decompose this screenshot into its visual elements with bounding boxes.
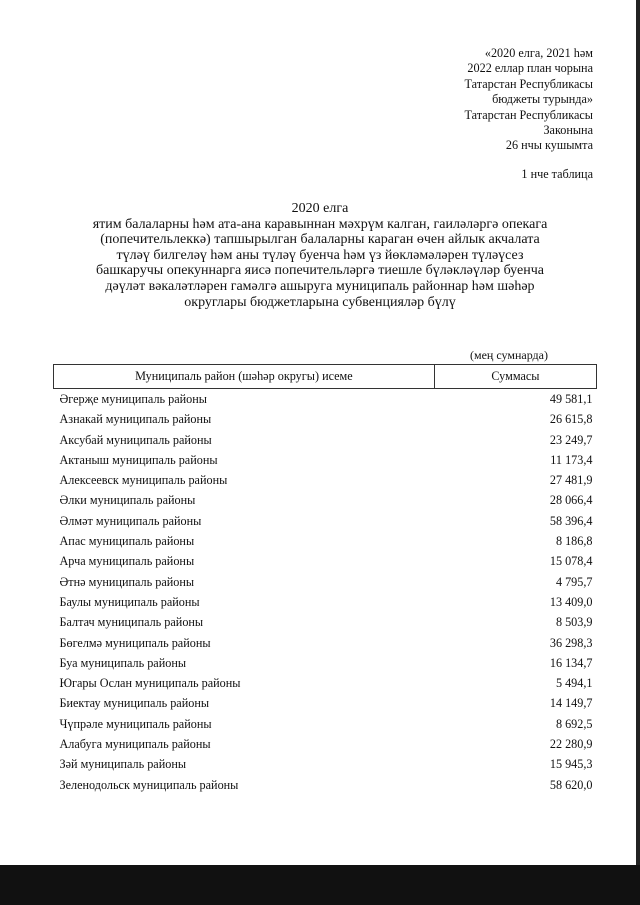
table-row <box>54 551 597 571</box>
table-row <box>54 673 597 693</box>
title-line: түләү билгеләү һәм аны түләү буенча һәм үз йөкләмәләрен түләүсез <box>116 247 524 263</box>
district-sum: 14 149,7 <box>549 696 593 711</box>
district-name: Апас муниципаль районы <box>59 534 195 549</box>
district-sum: 4 795,7 <box>555 574 593 589</box>
table-row <box>54 714 597 734</box>
district-name: Балтач муниципаль районы <box>59 615 204 630</box>
table-row <box>54 633 597 653</box>
header-line: бюджеты турында» <box>492 92 593 107</box>
header-line: 26 нчы кушымта <box>505 138 593 153</box>
table-row <box>54 450 597 470</box>
table-row <box>54 531 597 551</box>
table-row <box>54 490 597 510</box>
district-sum: 58 396,4 <box>549 513 593 528</box>
district-sum: 36 298,3 <box>549 635 593 650</box>
district-sum: 15 945,3 <box>549 757 593 772</box>
scan-right-edge <box>636 0 640 905</box>
district-sum: 16 134,7 <box>549 655 593 670</box>
table-row <box>54 511 597 531</box>
table-row <box>54 754 597 774</box>
district-name: Алабуга муниципаль районы <box>59 737 211 752</box>
header-line: Татарстан Республикасы <box>464 76 593 91</box>
table-row <box>54 775 597 795</box>
district-name: Әгерҗе муниципаль районы <box>59 392 207 406</box>
title-line: ятим балаларны һәм ата-ана каравыннан мәхрүм калган, гаиләләргә опекага <box>92 216 548 232</box>
law-reference-header <box>333 46 593 154</box>
table-row <box>54 592 597 612</box>
table-row <box>54 653 597 673</box>
title-line: округлары бюджетларына субвенцияләр бүлү <box>184 294 456 310</box>
district-name: Буа муниципаль районы <box>59 655 187 670</box>
district-name: Зеленодольск муниципаль районы <box>59 777 239 792</box>
district-sum: 26 615,8 <box>549 412 593 427</box>
district-sum: 15 078,4 <box>549 554 593 569</box>
district-name: Зәй муниципаль районы <box>59 757 187 772</box>
district-sum: 23 249,7 <box>549 432 593 447</box>
district-name: Алексеевск муниципаль районы <box>59 473 228 488</box>
table-row <box>54 470 597 490</box>
district-sum: 22 280,9 <box>549 737 593 752</box>
subvention-table <box>53 364 597 795</box>
district-name: Әтнә муниципаль районы <box>59 574 195 589</box>
district-name: Баулы муниципаль районы <box>59 594 200 609</box>
district-sum: 28 066,4 <box>549 493 593 508</box>
district-sum: 11 173,4 <box>550 452 593 467</box>
district-name: Югары Ослан муниципаль районы <box>59 676 241 691</box>
district-name: Чүпрәле муниципаль районы <box>59 716 212 731</box>
district-sum: 58 620,0 <box>549 777 593 792</box>
district-sum: 8 692,5 <box>555 716 593 731</box>
district-sum: 27 481,9 <box>549 473 593 488</box>
table-header-row <box>54 365 597 389</box>
title-line: дәүләт вәкаләтләрен гамәлгә ашыруга муниципаль районнар һәм шәһәр <box>105 278 535 294</box>
district-sum: 8 186,8 <box>555 534 593 549</box>
district-name: Арча муниципаль районы <box>59 554 195 569</box>
table-row <box>54 389 597 410</box>
district-sum: 13 409,0 <box>549 594 593 609</box>
district-name: Бөгелмә муниципаль районы <box>59 635 211 650</box>
table-row <box>54 409 597 429</box>
table-row <box>54 430 597 450</box>
district-name: Биектау муниципаль районы <box>59 696 210 711</box>
header-line: Татарстан Республикасы <box>464 107 593 122</box>
scan-bottom-bar <box>0 865 640 905</box>
district-sum: 49 581,1 <box>549 392 593 406</box>
unit-note: (мең сумнарда) <box>470 348 548 362</box>
district-name: Әлки муниципаль районы <box>59 493 196 508</box>
column-header-sum: Суммасы <box>434 365 596 389</box>
district-name: Актаныш муниципаль районы <box>59 452 218 467</box>
table-number: 1 нче таблица <box>521 167 593 181</box>
title-line: 2020 елга <box>291 201 349 216</box>
table-row <box>54 734 597 754</box>
header-line: «2020 елга, 2021 һәм <box>484 46 593 60</box>
title-line: (попечительлеккә) тапшырылган балаларны караган өчен айлык акчалата <box>100 232 540 248</box>
header-line: Законына <box>543 123 593 138</box>
table-row <box>54 572 597 592</box>
district-name: Аксубай муниципаль районы <box>59 432 212 447</box>
district-sum: 8 503,9 <box>555 615 593 630</box>
title-line: башкаручы опекуннарга яисә попечительләргә тиешле бүләкләүләр буенча <box>96 263 544 279</box>
table-row <box>54 612 597 632</box>
document-title <box>0 201 640 310</box>
district-name: Азнакай муниципаль районы <box>59 412 212 427</box>
column-header-name: Муниципаль район (шәһәр округы) исеме <box>54 365 435 389</box>
district-name: Әлмәт муниципаль районы <box>59 513 202 528</box>
header-line: 2022 еллар план чорына <box>467 61 593 76</box>
table-row <box>54 693 597 713</box>
district-sum: 5 494,1 <box>555 676 593 691</box>
